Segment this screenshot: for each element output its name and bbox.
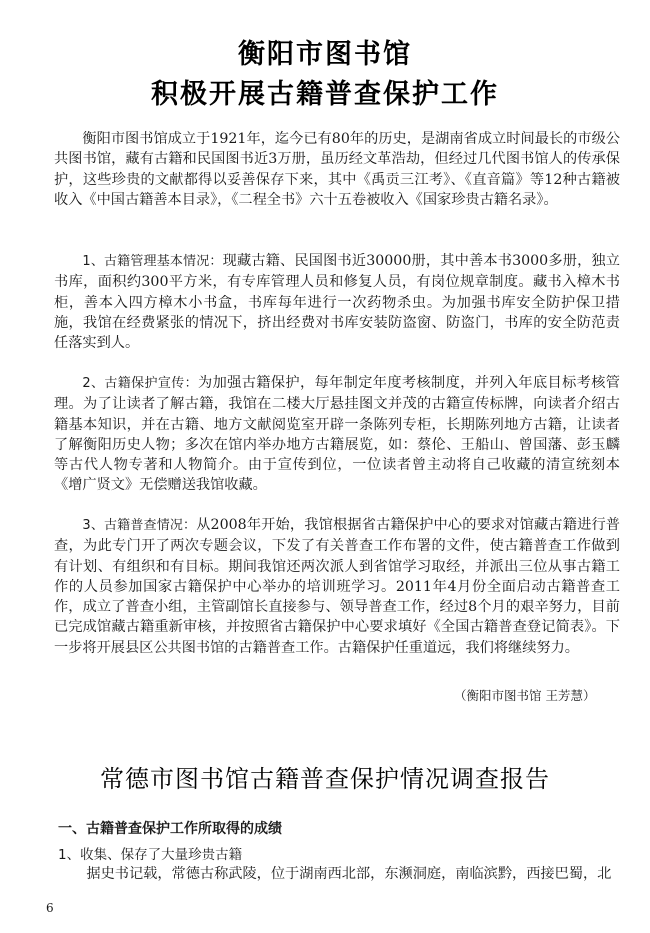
paragraph-1 (54, 251, 620, 353)
paragraph-1-body: 现藏古籍、民国图书近30000册，其中善本书3000多册，独立书库，面积约300平方米，有专库管理人员和修复人员，有岗位规章制度。藏书入樟木书柜，善本入四方樟木小书盒，书库每年进行一次药物杀虫。为加强书库安全防护保卫措施，我馆在经费紧张的情况下，挤出经费对书库安装防盗窗、防盗门，书库的安全防范责任落实到人。 (54, 253, 620, 352)
section-heading: 一、古籍普查保护工作所取得的成绩 (58, 821, 282, 837)
article-title-line1: 衡阳市图书馆 (238, 39, 412, 70)
paragraph-2-body: 为加强古籍保护，每年制定年度考核制度，并列入年底目标考核管理。为了让读者了解古籍，我馆在二楼大厅悬挂图文并茂的古籍宣传标牌，向读者介绍古籍基本知识，并在古籍、地方文献阅览室开辟一条陈列专柜，长期陈列地方古籍，让读者了解衡阳历史人物；多次在馆内举办地方古籍展览，如：蔡伦、王船山、曾国藩、彭玉麟等古代人物专著和人物简介。由于宣传到位，一位读者曾主动将自己收藏的清宣统刻本《增广贤文》无偿赠送我馆收藏。 (54, 375, 620, 494)
subsection-heading: 1、收集、保存了大量珍贵古籍 (58, 847, 243, 863)
author-signature: （衡阳市图书馆 王芳慧） (454, 688, 596, 703)
paragraph-3 (54, 515, 620, 658)
article2-title: 常德市图书馆古籍普查保护情况调查报告 (100, 765, 550, 793)
page-number: 6 (46, 901, 54, 915)
article2-first-line (58, 863, 624, 883)
paragraph-1-lead: 1、古籍管理基本情况： (82, 254, 223, 269)
article-title-line2: 积极开展古籍普查保护工作 (151, 79, 499, 110)
paragraph-2 (54, 373, 620, 496)
intro-text: 衡阳市图书馆成立于1921年，迄今已有80年的历史，是湖南省成立时间最长的市级公共图书馆，藏有古籍和民国图书近3万册，虽历经文革浩劫，但经过几代图书馆人的传承保护，这些珍贵的文献都得以妥善保存下来，其中《禹贡三江考》、《直音篇》等12种古籍被收入《中国古籍善本目录》，《二程全书》六十五卷被收入《国家珍贵古籍名录》。 (54, 131, 620, 208)
paragraph-3-body: 从2008年开始，我馆根据省古籍保护中心的要求对馆藏古籍进行普查，为此专门开了两次专题会议，下发了有关普查工作布署的文件，使古籍普查工作做到有计划、有组织和有目标。期间我馆还两次派人到省馆学习取经，并派出三位从事古籍工作的人员参加国家古籍保护中心举办的培训班学习。2011年4月份全面启动古籍普查工作，成立了普查小组，主管副馆长直接参与、领导普查工作，经过8个月的艰辛努力，目前已完成馆藏古籍重新审核，并按照省古籍保护中心要求填好《全国古籍普查登记简表》。下一步将开展县区公共图书馆的古籍普查工作。古籍保护任重道远，我们将继续努力。 (54, 517, 620, 656)
paragraph-3-lead: 3、古籍普查情况： (82, 518, 197, 533)
article2-first-line-text: 据史书记载，常德古称武陵，位于湖南西北部，东濒洞庭，南临滨黔，西接巴蜀，北 (86, 866, 612, 882)
paragraph-2-lead: 2、古籍保护宣传： (82, 376, 199, 391)
intro-paragraph (54, 129, 620, 210)
